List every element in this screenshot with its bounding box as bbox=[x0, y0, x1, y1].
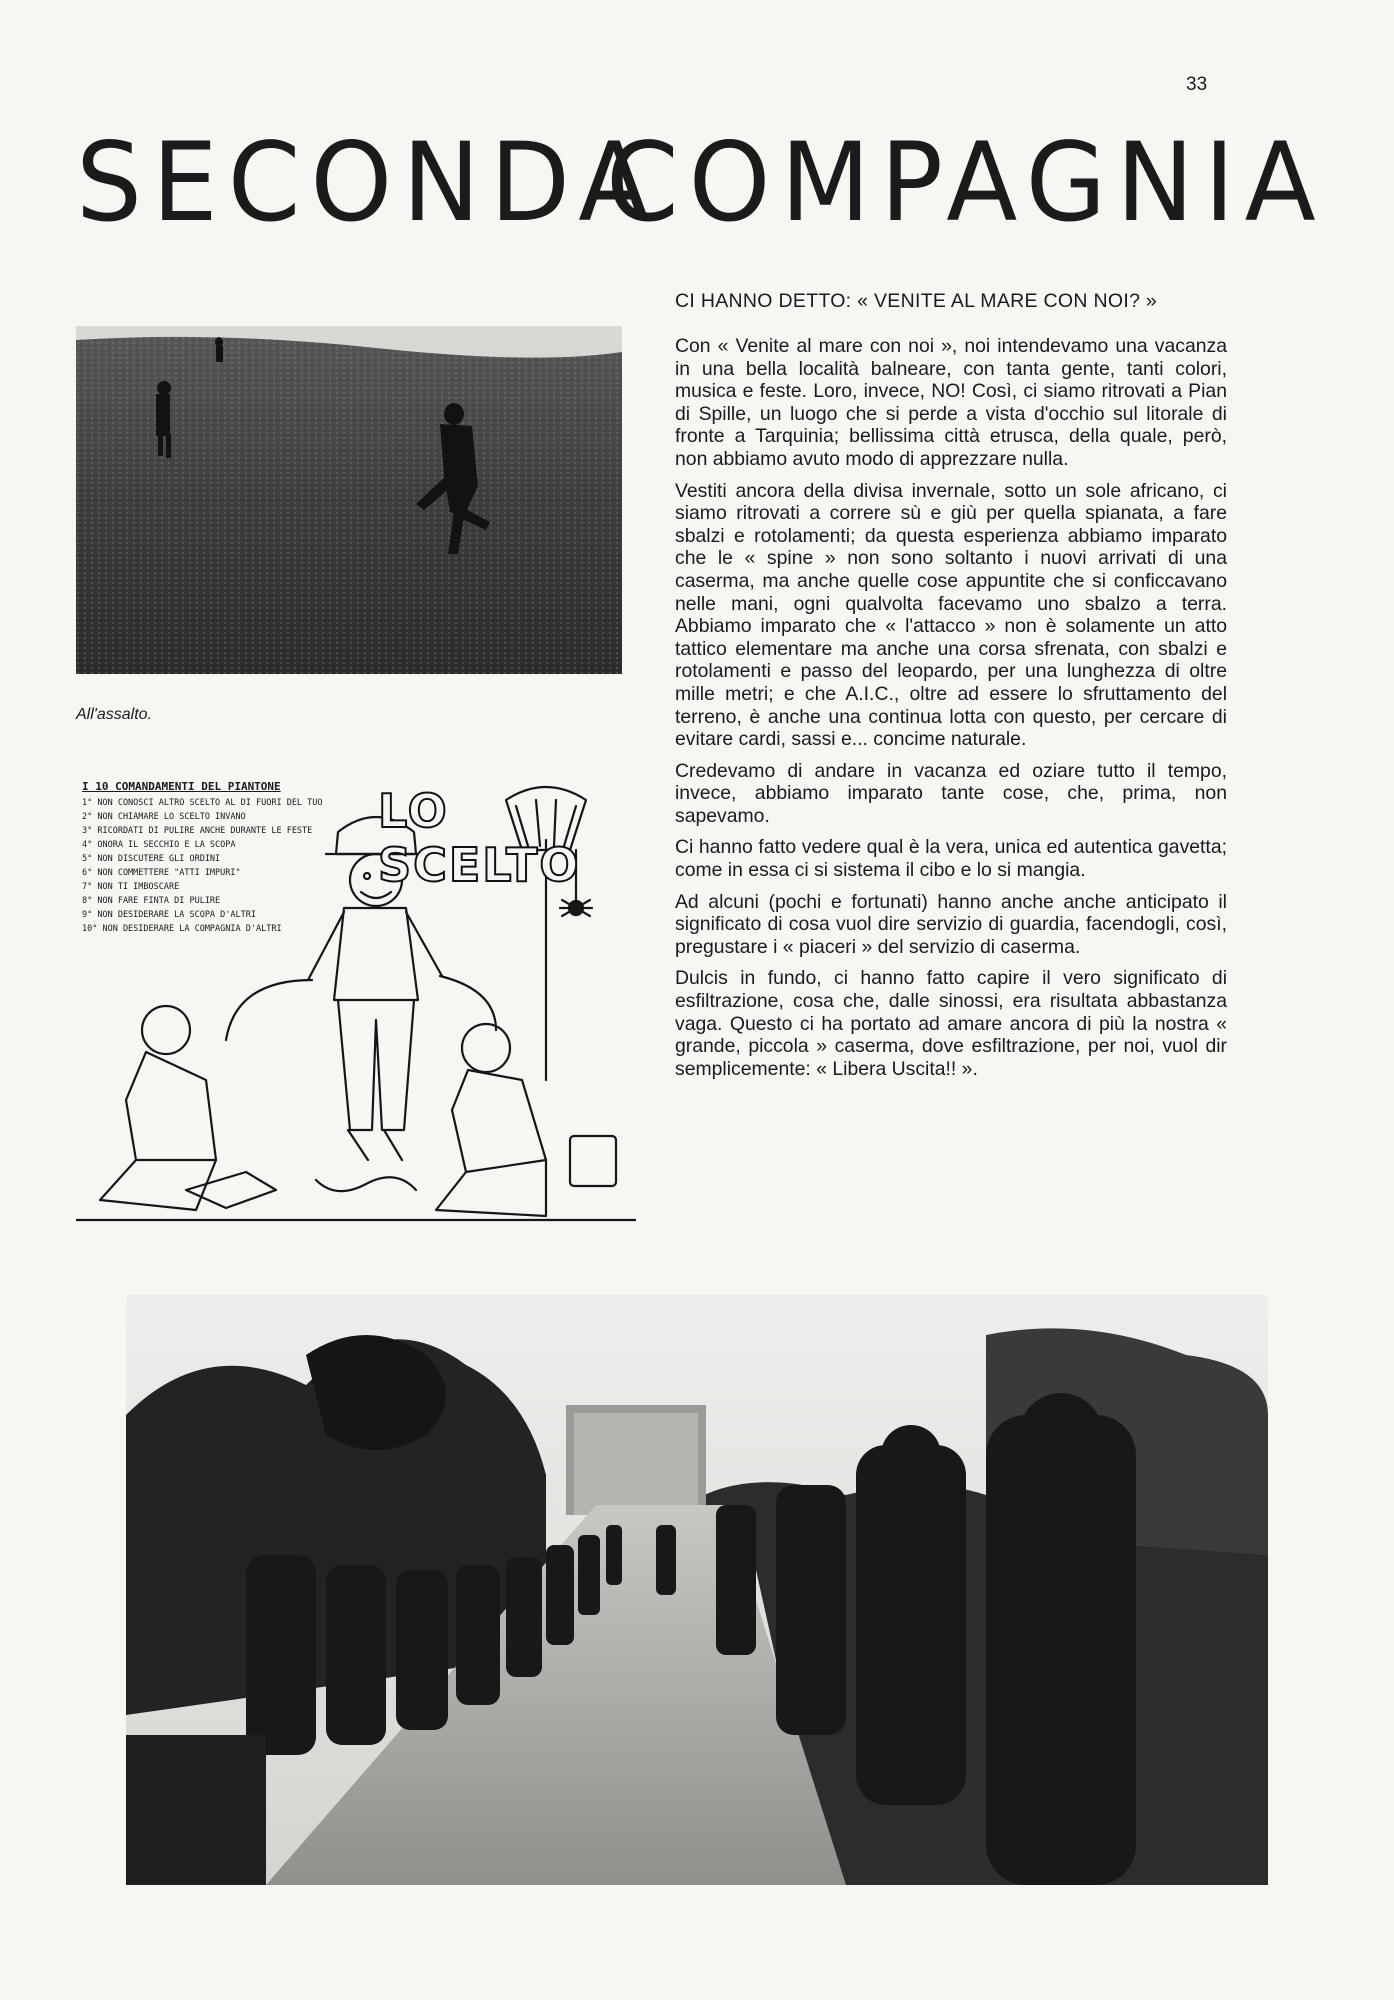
commandment-item: 7° NON TI IMBOSCARE bbox=[82, 882, 180, 892]
page-title-word-2: COMPAGNIA bbox=[606, 117, 1326, 247]
page-title-word-1: SECONDA bbox=[76, 117, 660, 247]
commandments-heading: I 10 COMANDAMENTI DEL PIANTONE bbox=[82, 780, 281, 793]
commandment-item: 4° ONORA IL SECCHIO E LA SCOPA bbox=[82, 840, 236, 850]
commandments-list bbox=[82, 780, 332, 936]
article bbox=[675, 290, 1227, 1089]
article-paragraph: Credevamo di andare in vacanza ed oziare tutto il tempo, invece, abbiamo imparato tante cose, che, prima, non sapevamo. bbox=[675, 759, 1227, 827]
article-paragraph: Dulcis in fundo, ci hanno fatto capire il vero significato di esfiltrazione, cosa che, dalle sinossi, era risultata abbastanza vaga. Questo ci ha portato ad amare ancora di più la nostra « grande, piccola » caserma, dove esfiltrazione, per noi, vuol dir semplicemente: « Libera Uscita!! ». bbox=[675, 967, 1227, 1080]
commandment-item: 5° NON DISCUTERE GLI ORDINI bbox=[82, 854, 221, 864]
commandment-item: 8° NON FARE FINTA DI PULIRE bbox=[82, 896, 221, 906]
commandment-item: 2° NON CHIAMARE LO SCELTO INVANO bbox=[82, 812, 246, 822]
commandment-item: 9° NON DESIDERARE LA SCOPA D'ALTRI bbox=[82, 910, 256, 920]
commandment-item: 6° NON COMMETTERE "ATTI IMPURI" bbox=[82, 868, 241, 878]
page-number: 33 bbox=[1186, 74, 1208, 95]
article-paragraph: Vestiti ancora della divisa invernale, sotto un sole africano, ci siamo ritrovati a correre sù e giù per quella spianata, a fare sbalzi e rotolamenti; da questa esperienza abbiamo imparato che le « spine » non sono soltanto i nuovi arrivati di una caserma, ma anche quelle cose appuntite che si conficcavano nelle mani, ogni qualvolta facevamo uno sbalzo a terra. Abbiamo imparato che « l'attacco » non è solamente un atto tattico elementare ma anche una corsa sfrenata, con sbalzi e rotolamenti e passo del leopardo, per una lunghezza di oltre mille metri; e che A.I.C., oltre ad essere lo sfruttamento del terreno, è anche una continua lotta con questo, per cercare di evitare cardi, sassi e... concime naturale. bbox=[675, 479, 1227, 751]
article-paragraph: Con « Venite al mare con noi », noi intendevamo una vacanza in una bella località balneare, con tanta gente, tanti colori, musica e feste. Loro, invece, NO! Così, ci siamo ritrovati a Pian di Spille, un luogo che si perde a vista d'occhio sul litorale di fronte a Tarquinia; bellissima città etrusca, della quale, però, non abbiamo avuto modo di apprezzare nulla. bbox=[675, 335, 1227, 470]
photo-caption: All'assalto. bbox=[76, 706, 152, 723]
photo-soldiers-assault bbox=[76, 326, 622, 674]
cartoon-title: LO SCELTO bbox=[378, 784, 581, 892]
commandment-item: 1° NON CONOSCI ALTRO SCELTO AL DI FUORI DEL TUO bbox=[82, 798, 323, 808]
photo-soldiers-marching bbox=[126, 1295, 1268, 1885]
commandment-item: 10° NON DESIDERARE LA COMPAGNIA D'ALTRI bbox=[82, 924, 282, 934]
article-heading: CI HANNO DETTO: « VENITE AL MARE CON NOI? » bbox=[675, 290, 1158, 312]
cartoon-lo-scelto bbox=[76, 780, 636, 1250]
article-paragraph: Ci hanno fatto vedere qual è la vera, unica ed autentica gavetta; come in essa ci si sistema il cibo e lo si mangia. bbox=[675, 836, 1227, 882]
article-paragraph: Ad alcuni (pochi e fortunati) hanno anche anche anticipato il significato di cosa vuol dire servizio di guardia, facendogli, così, pregustare i « piaceri » del servizio di caserma. bbox=[675, 890, 1227, 958]
commandment-item: 3° RICORDATI DI PULIRE ANCHE DURANTE LE FESTE bbox=[82, 826, 313, 836]
